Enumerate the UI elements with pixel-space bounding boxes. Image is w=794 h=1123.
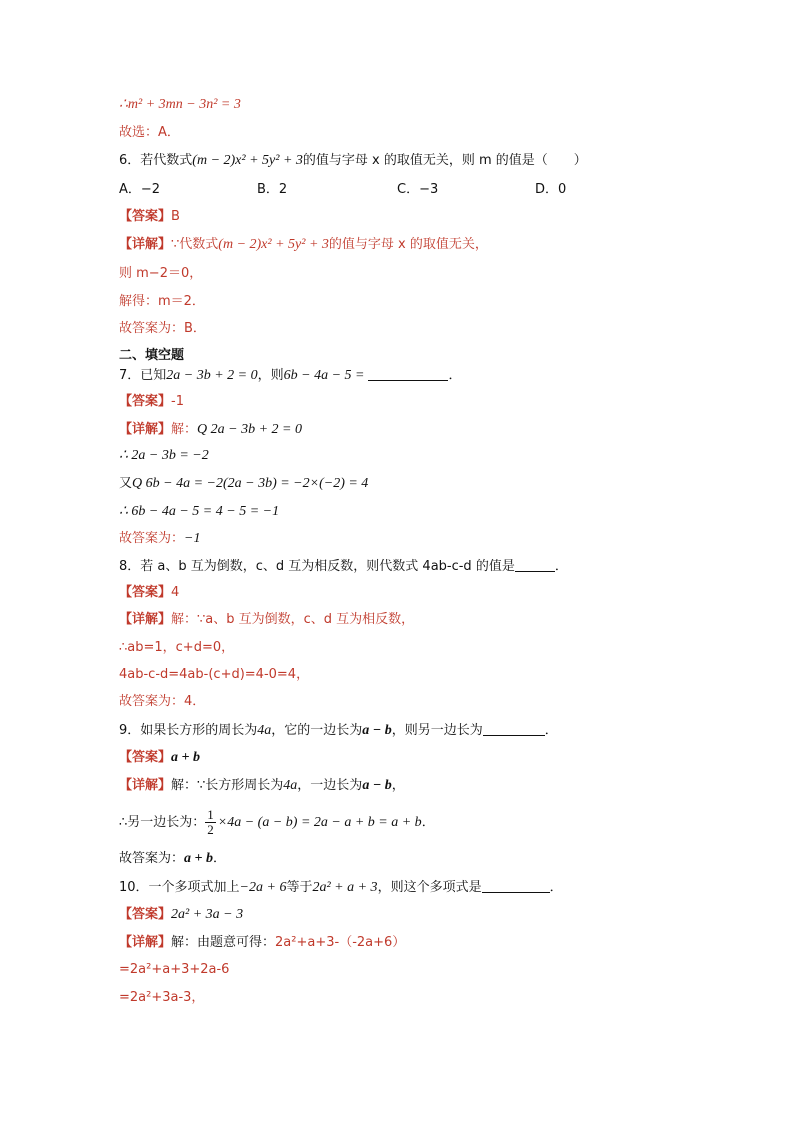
detail-7-line5: 故答案为：−1 — [119, 531, 201, 546]
detail-8-line4: 故答案为：4． — [119, 694, 206, 709]
solution-line — [119, 96, 241, 114]
detail-7-line2: ∴ 2a − 3b = −2 — [119, 448, 209, 463]
answer-9: 【答案】a + b — [119, 750, 200, 765]
question-8: 8．若 a、b 互为倒数，c、d 互为相反数，则代数式 4ab-c-d 的值是 ． — [119, 559, 568, 574]
detail-6: 【详解】∵代数式(m − 2)x² + 5y² + 3的值与字母 x 的取值无关， — [119, 237, 488, 252]
detail-8: 【详解】解：∵a、b 互为倒数，c、d 互为相反数， — [119, 612, 415, 627]
question-10: 10．一个多项式加上−2a + 6等于2a² + a + 3，则这个多项式是 ． — [119, 880, 563, 895]
detail-10-line3: =2a²+3a-3， — [119, 990, 205, 1005]
option-d: D．0 — [535, 182, 567, 197]
question-9: 9．如果长方形的周长为4a，它的一边长为a − b，则另一边长为 ． — [119, 723, 558, 738]
detail-8-line3: 4ab-c-d=4ab-(c+d)=4-0=4， — [119, 667, 310, 682]
solution-choice: 故选：A． — [119, 125, 180, 140]
answer-blank — [482, 878, 550, 893]
section-heading: 二、填空题 — [119, 348, 185, 363]
detail-9-line2: ∴另一边长为： $\frac{1}{2}$ ×4a − (a − b) = 2a − a + b = a + b． — [119, 807, 435, 837]
detail-10-line2: =2a²+a+3+2a-6 — [119, 962, 230, 977]
detail-8-line2: ∴ab=1，c+d=0， — [119, 640, 235, 655]
answer-blank — [368, 366, 448, 381]
detail-9-line3: 故答案为：a + b． — [119, 851, 227, 866]
detail-7-line3: 又Q 6b − 4a = −2(2a − 3b) = −2×(−2) = 4 — [119, 476, 369, 491]
detail-9: 【详解】解：∵长方形周长为4a，一边长为a − b， — [119, 778, 405, 793]
question-7: 7．已知2a − 3b + 2 = 0，则6b − 4a − 5 = ． — [119, 368, 462, 383]
answer-8: 【答案】4 — [119, 585, 180, 600]
option-b: B．2 — [257, 182, 288, 197]
answer-10: 【答案】2a² + 3a − 3 — [119, 907, 244, 922]
answer-blank — [515, 557, 555, 572]
fraction-one-half: $\frac{1}{2}$ — [207, 807, 214, 837]
detail-7: 【详解】解：Q 2a − 3b + 2 = 0 — [119, 422, 302, 437]
option-c: C．−3 — [397, 182, 439, 197]
detail-10: 【详解】解：由题意可得：2a²+a+3-（-2a+6） — [119, 935, 406, 950]
detail-6-line3: 解得：m＝2． — [119, 294, 205, 309]
answer-6: 【答案】B — [119, 209, 180, 224]
detail-6-line4: 故答案为：B． — [119, 321, 206, 336]
option-a: A．−2 — [119, 182, 161, 197]
question-6: 6．若代数式(m − 2)x² + 5y² + 3的值与字母 x 的取值无关，则 m 的值是（ ） — [119, 153, 587, 168]
answer-7: 【答案】-1 — [119, 394, 184, 409]
detail-6-line2: 则 m−2＝0， — [119, 266, 203, 281]
answer-blank — [483, 721, 545, 736]
equation-text: ∴m² + 3mn − 3n² = 3 — [119, 97, 241, 112]
detail-7-line4: ∴ 6b − 4a − 5 = 4 − 5 = −1 — [119, 504, 280, 519]
